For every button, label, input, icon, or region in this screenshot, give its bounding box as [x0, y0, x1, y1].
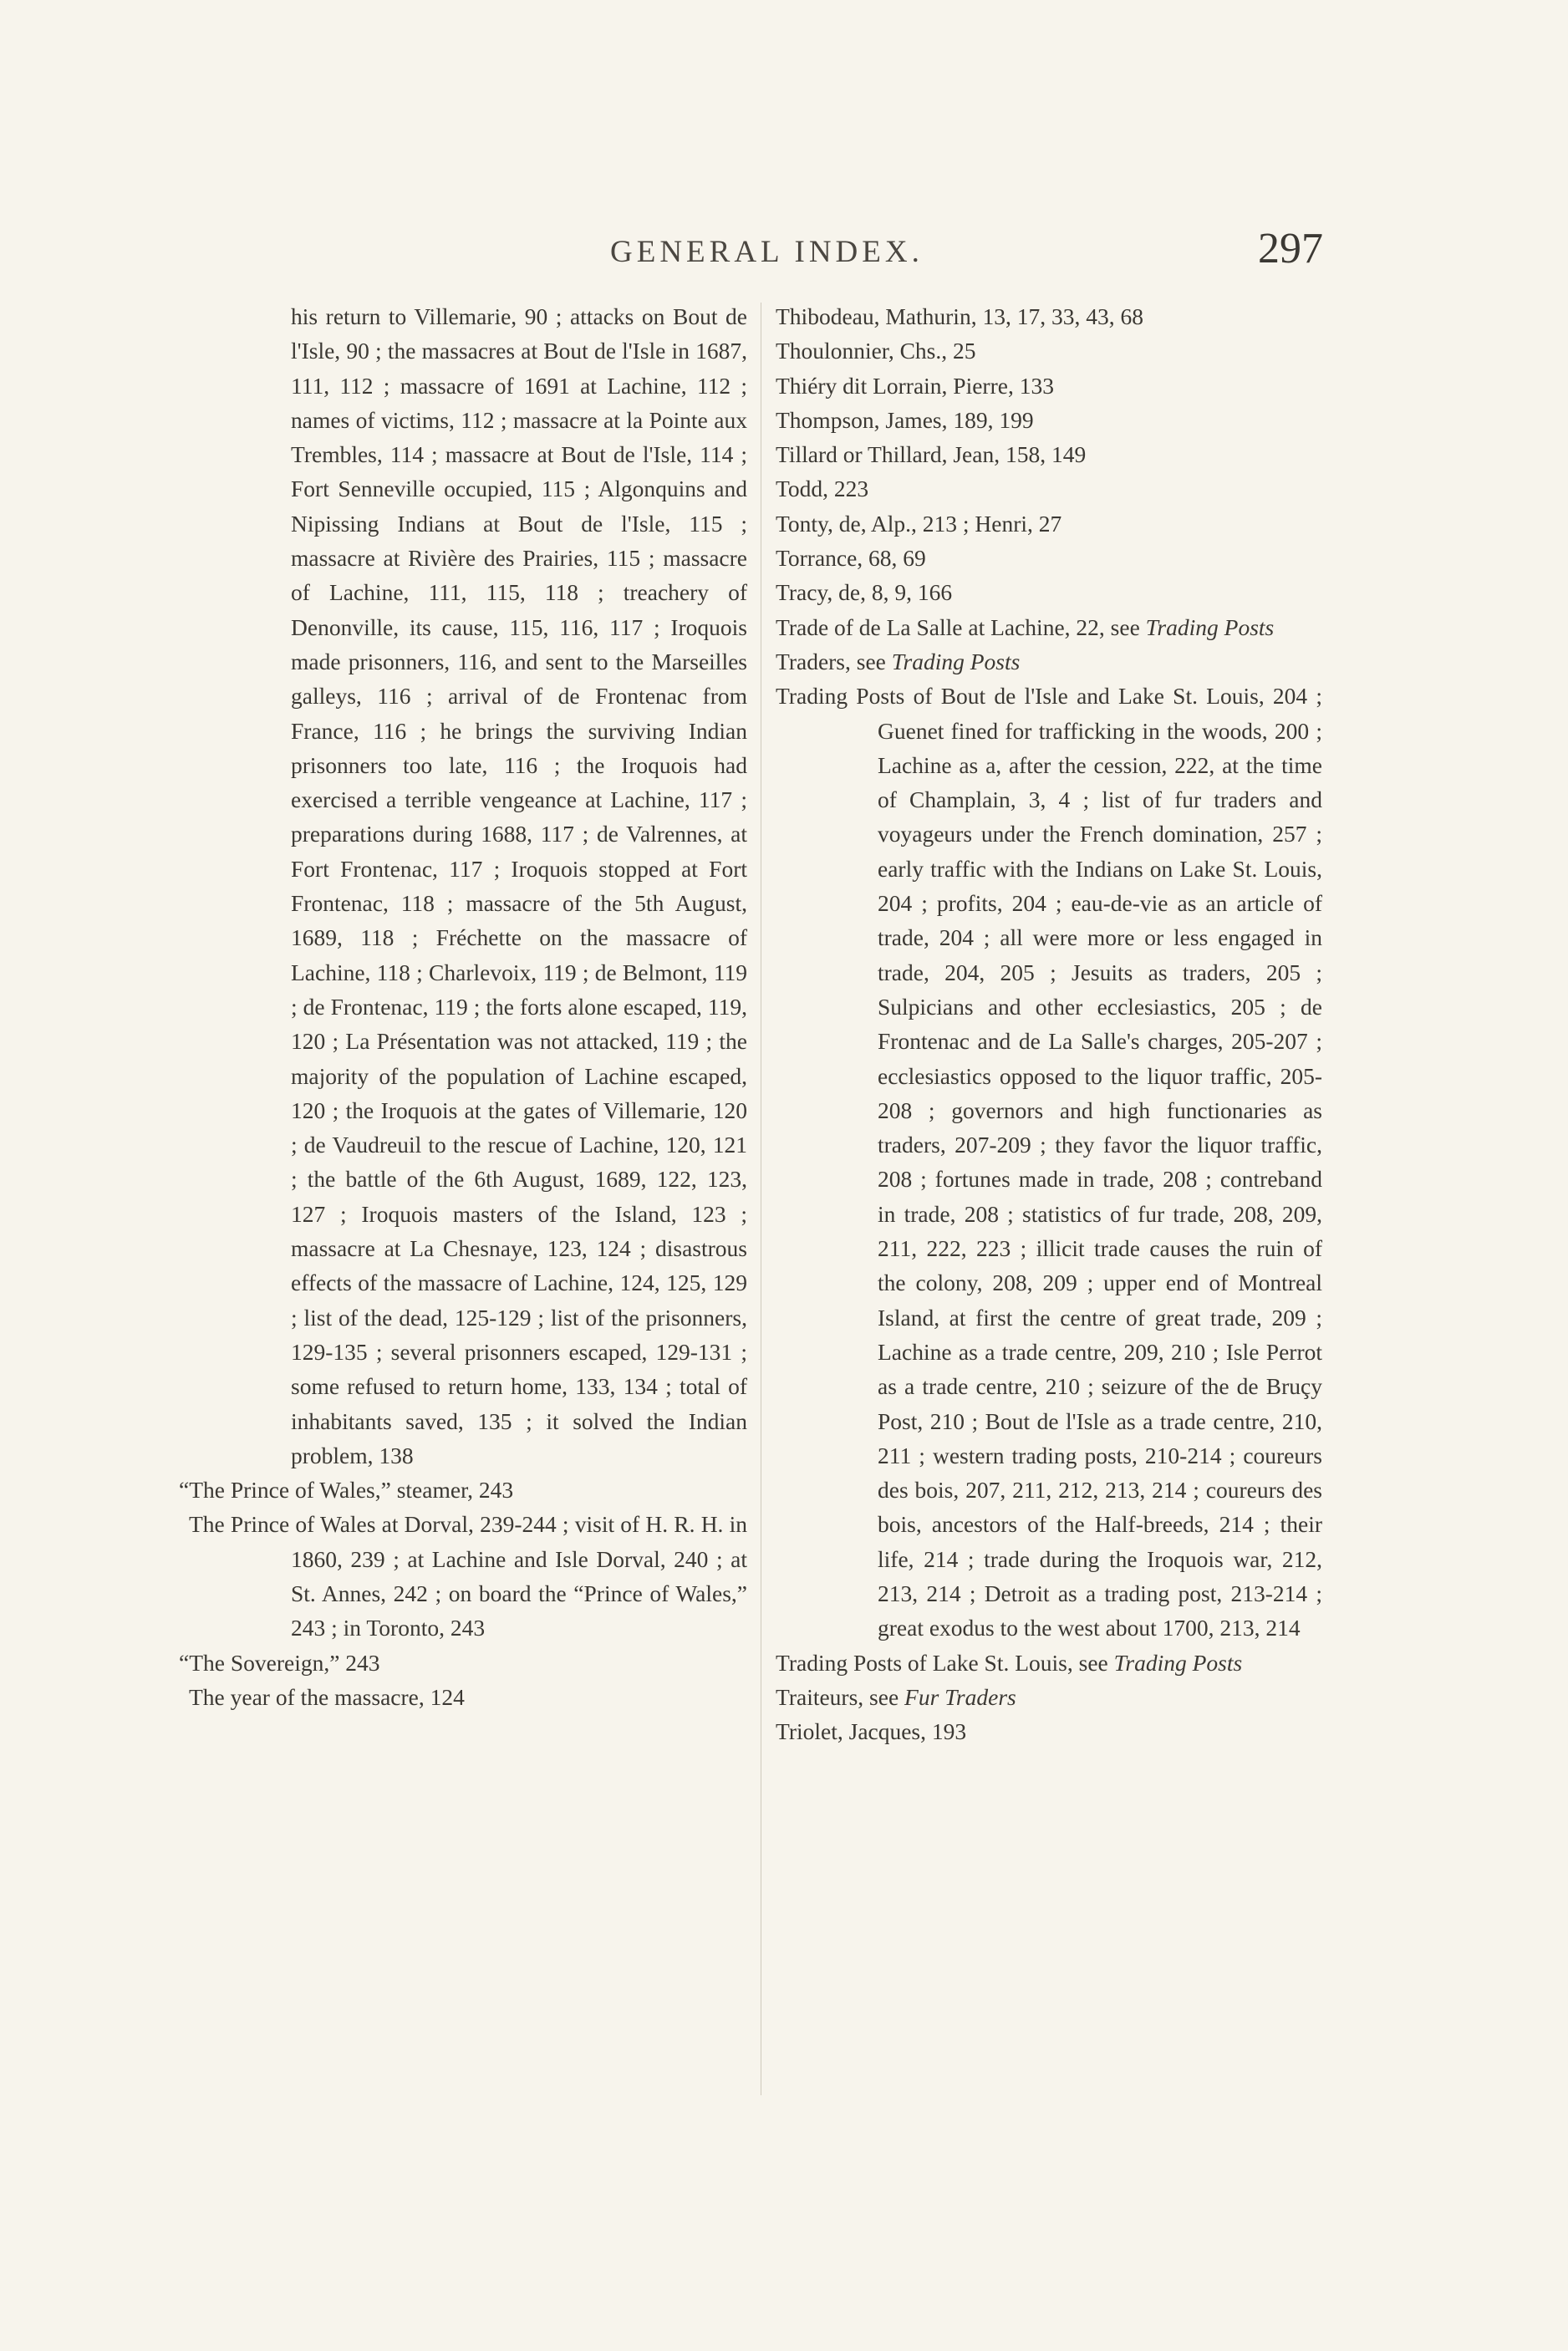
- page-header: [0, 224, 1568, 291]
- index-entry: Trading Posts of Bout de l'Isle and Lake St. Louis, 204 ; Guenet fined for trafficking in the woods, 200 ; Lachine as a, after the cession, 222, at the time of Champlain, 3, 4 ; list of fur traders and voyageurs under the French domination, 257 ; early traffic with the Indians on Lake St. Louis, 204 ; profits, 204 ; eau-de-vie as an article of trade, 204 ; all were more or less engaged in trade, 204, 205 ; Jesuits as traders, 205 ; Sulpicians and other ecclesiastics, 205 ; de Frontenac and de La Salle's charges, 205-207 ; ecclesiastics opposed to the liquor traffic, 205-208 ; governors and high functionaries as traders, 207-209 ; they favor the liquor traffic, 208 ; fortunes made in trade, 208 ; contreband in trade, 208 ; statistics of fur trade, 208, 209, 211, 222, 223 ; illicit trade causes the ruin of the colony, 208, 209 ; upper end of Montreal Island, at first the centre of great trade, 209 ; Lachine as a trade centre, 209, 210 ; Isle Perrot as a trade centre, 210 ; seizure of the de Bruçy Post, 210 ; Bout de l'Isle as a trade centre, 210, 211 ; western trading posts, 210-214 ; coureurs des bois, 207, 211, 212, 213, 214 ; coureurs des bois, ancestors of the Half-breeds, 214 ; their life, 214 ; trade during the Iroquois war, 212, 213, 214 ; Detroit as a trading post, 213-214 ; great exodus to the west about 1700, 213, 214: [776, 683, 1322, 1641]
- see-reference: Trading Posts: [1145, 613, 1275, 640]
- index-entry-continuation: his return to Villemarie, 90 ; attacks on Bout de l'Isle, 90 ; the massacres at Bout de l'Isle in 1687, 111, 112 ; massacre of 1691 at Lachine, 112 ; names of victims, 112 ; massacre at la Pointe aux Trembles, 114 ; massacre at Bout de l'Isle, 114 ; Fort Senneville occupied, 115 ; Algonquins and Nipissing Indians at Bout de l'Isle, 115 ; massacre at Rivière des Prairies, 115 ; massacre of Lachine, 111, 115, 118 ; treachery of Denonville, its cause, 115, 116, 117 ; Iroquois made prisonners, 116, and sent to the Marseilles galleys, 116 ; arrival of de Frontenac from France, 116 ; he brings the surviving Indian prisonners too late, 116 ; the Iroquois had exercised a terrible vengeance at Lachine, 117 ; preparations during 1688, 117 ; de Valrennes, at Fort Frontenac, 117 ; Iroquois stopped at Fort Frontenac, 118 ; massacre of the 5th August, 1689, 118 ; Fréchette on the massacre of Lachine, 118 ; Charlevoix, 119 ; de Belmont, 119 ; de Frontenac, 119 ; the forts alone escaped, 119, 120 ; La Présentation was not attacked, 119 ; the majority of the population of Lachine escaped, 120 ; the Iroquois at the gates of Villemarie, 120 ; de Vaudreuil to the rescue of Lachine, 120, 121 ; the battle of the 6th August, 1689, 122, 123, 127 ; Iroquois masters of the Island, 123 ; massacre at La Chesnaye, 123, 124 ; disastrous effects of the massacre of Lachine, 124, 125, 129 ; list of the dead, 125-129 ; list of the prisonners, 129-135 ; several prisonners escaped, 129-131 ; some refused to return home, 133, 134 ; total of inhabitants saved, 135 ; it solved the Indian problem, 138: [291, 303, 747, 1468]
- entry-text: Traders, see: [776, 648, 886, 674]
- index-entry: Thoulonnier, Chs., 25: [776, 338, 976, 364]
- index-entry: “The Sovereign,” 243: [179, 1649, 380, 1676]
- index-column-right: [776, 299, 1322, 1748]
- index-column-left: [179, 299, 747, 1714]
- index-entry: Thibodeau, Mathurin, 13, 17, 33, 43, 68: [776, 303, 1143, 329]
- entry-text: Traiteurs, see: [776, 1683, 899, 1710]
- index-entry: Todd, 223: [776, 476, 869, 502]
- index-entry: Thiéry dit Lorrain, Pierre, 133: [776, 372, 1054, 399]
- index-entry: Triolet, Jacques, 193: [776, 1718, 967, 1745]
- index-entry: The year of the massacre, 124: [189, 1683, 465, 1710]
- index-entry: Thompson, James, 189, 199: [776, 406, 1034, 433]
- see-reference: Trading Posts: [891, 648, 1021, 674]
- index-entry: [776, 610, 1322, 644]
- page-number: 297: [1258, 225, 1323, 272]
- index-entry: “The Prince of Wales,” steamer, 243: [179, 1477, 514, 1504]
- index-entry: [776, 644, 1322, 679]
- running-title: GENERAL INDEX.: [610, 235, 924, 269]
- entry-text: Trading Posts of Lake St. Louis, see: [776, 1649, 1108, 1676]
- index-entry: [776, 1680, 1322, 1714]
- index-entry: Tonty, de, Alp., 213 ; Henri, 27: [776, 510, 1062, 537]
- index-entry: Torrance, 68, 69: [776, 545, 926, 572]
- see-reference: Fur Traders: [904, 1683, 1016, 1710]
- entry-text: Trade of de La Salle at Lachine, 22, see: [776, 613, 1140, 640]
- see-reference: Trading Posts: [1113, 1649, 1243, 1676]
- index-entry: Tracy, de, 8, 9, 166: [776, 579, 953, 606]
- index-entry: [776, 1646, 1322, 1680]
- index-entry: Tillard or Thillard, Jean, 158, 149: [776, 441, 1087, 468]
- index-entry: The Prince of Wales at Dorval, 239-244 ; visit of H. R. H. in 1860, 239 ; at Lachine and Isle Dorval, 240 ; at St. Annes, 242 ; on board the “Prince of Wales,” 243 ; in Toronto, 243: [189, 1511, 747, 1641]
